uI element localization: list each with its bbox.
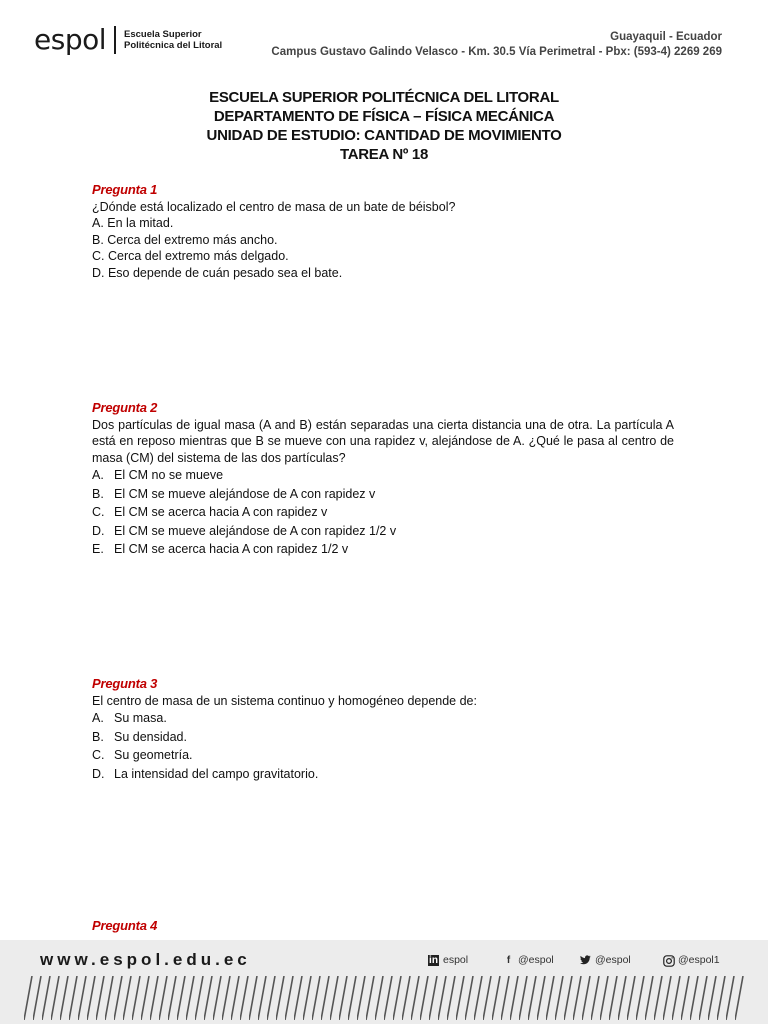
- question-1-option-a: A. En la mitad.: [92, 216, 174, 230]
- question-2-label: Pregunta 2: [92, 400, 158, 415]
- option-letter: B.: [92, 729, 104, 744]
- option-letter: B.: [92, 486, 104, 501]
- question-1-label: Pregunta 1: [92, 182, 158, 197]
- header-city: Guayaquil - Ecuador: [610, 31, 722, 43]
- option-text: El CM se acerca hacia A con rapidez 1/2 v: [114, 542, 349, 556]
- logo-line-1: Escuela Superior: [124, 29, 202, 40]
- option-letter: C.: [92, 748, 105, 762]
- question-2-option-c: [92, 503, 674, 522]
- question-1-text: ¿Dónde está localizado el centro de masa de un bate de béisbol?: [92, 199, 456, 214]
- question-1: [92, 182, 674, 281]
- option-text: El CM se acerca hacia A con rapidez v: [114, 505, 328, 519]
- question-2-option-e: [92, 540, 674, 559]
- question-3-option-c: [92, 746, 674, 765]
- facebook-handle: @espol: [518, 954, 554, 966]
- question-4-label: Pregunta 4: [92, 918, 158, 933]
- question-3-option-a: [92, 709, 674, 728]
- option-text: El CM se mueve alejándose de A con rapidez 1/2 v: [114, 523, 397, 538]
- option-text: El CM se mueve alejándose de A con rapidez v: [114, 486, 376, 501]
- question-2: [92, 400, 674, 559]
- espol-logo: [34, 23, 223, 56]
- logo-divider: [114, 26, 116, 54]
- instagram-link[interactable]: [663, 954, 720, 966]
- option-letter: C.: [92, 505, 105, 519]
- facebook-icon: f: [506, 954, 511, 966]
- title-department: DEPARTAMENTO DE FÍSICA – FÍSICA MECÁNICA: [213, 108, 555, 125]
- question-1-option-c: C. Cerca del extremo más delgado.: [92, 249, 289, 263]
- option-text: Su geometría.: [114, 748, 193, 762]
- option-text: Su masa.: [114, 711, 167, 725]
- option-text: Su densidad.: [114, 729, 187, 744]
- question-1-option-b: B. Cerca del extremo más ancho.: [92, 232, 278, 247]
- title-unit: UNIDAD DE ESTUDIO: CANTIDAD DE MOVIMIENTO: [206, 127, 562, 144]
- question-3: [92, 676, 674, 783]
- option-letter: D.: [92, 766, 105, 781]
- question-3-text: El centro de masa de un sistema continuo y homogéneo depende de:: [92, 693, 477, 708]
- website-link[interactable]: www.espol.edu.ec: [40, 950, 251, 969]
- instagram-handle: @espol1: [678, 954, 720, 966]
- question-3-option-b: [92, 728, 674, 747]
- logo-word: espol: [34, 23, 106, 56]
- twitter-icon: [580, 955, 591, 966]
- footer-hatch-pattern: [24, 976, 744, 1020]
- linkedin-link[interactable]: [428, 954, 468, 966]
- document-titles: [0, 88, 768, 164]
- linkedin-handle: espol: [443, 954, 469, 966]
- twitter-link[interactable]: [580, 954, 631, 966]
- question-2-text: Dos partículas de igual masa (A and B) están separadas una cierta distancia una de otra. La partícula A está en reposo mientras que B se mueve con una rapidez v, alejándose de A. ¿Qué le pasa al centro de masa (CM) del sistema de las dos partículas?: [92, 417, 674, 465]
- question-2-option-d: [92, 522, 674, 541]
- title-school: ESCUELA SUPERIOR POLITÉCNICA DEL LITORAL: [209, 89, 559, 106]
- logo-subtitle: [124, 29, 222, 51]
- twitter-handle: @espol: [595, 954, 631, 966]
- header-address: [271, 30, 722, 60]
- option-text: El CM no se mueve: [114, 468, 224, 482]
- option-text: La intensidad del campo gravitatorio.: [114, 766, 319, 781]
- page-footer: [0, 940, 768, 1024]
- header-campus: Campus Gustavo Galindo Velasco - Km. 30.5 Vía Perimetral - Pbx: (593-4) 2269 269: [271, 46, 722, 58]
- question-3-label: Pregunta 3: [92, 676, 158, 691]
- question-2-option-b: [92, 485, 674, 504]
- question-3-option-d: [92, 765, 674, 784]
- question-2-option-a: [92, 466, 674, 485]
- question-4: [92, 918, 674, 935]
- option-letter: A.: [92, 468, 104, 482]
- logo-line-2: Politécnica del Litoral: [124, 40, 223, 51]
- page-header: [0, 0, 768, 80]
- facebook-link[interactable]: [503, 954, 554, 966]
- instagram-icon: [663, 955, 674, 966]
- option-letter: E.: [92, 542, 104, 556]
- title-task: TAREA Nº 18: [339, 146, 429, 163]
- question-1-option-d: D. Eso depende de cuán pesado sea el bate.: [92, 265, 343, 280]
- option-letter: D.: [92, 523, 105, 538]
- linkedin-icon: in: [429, 954, 438, 966]
- option-letter: A.: [92, 711, 104, 725]
